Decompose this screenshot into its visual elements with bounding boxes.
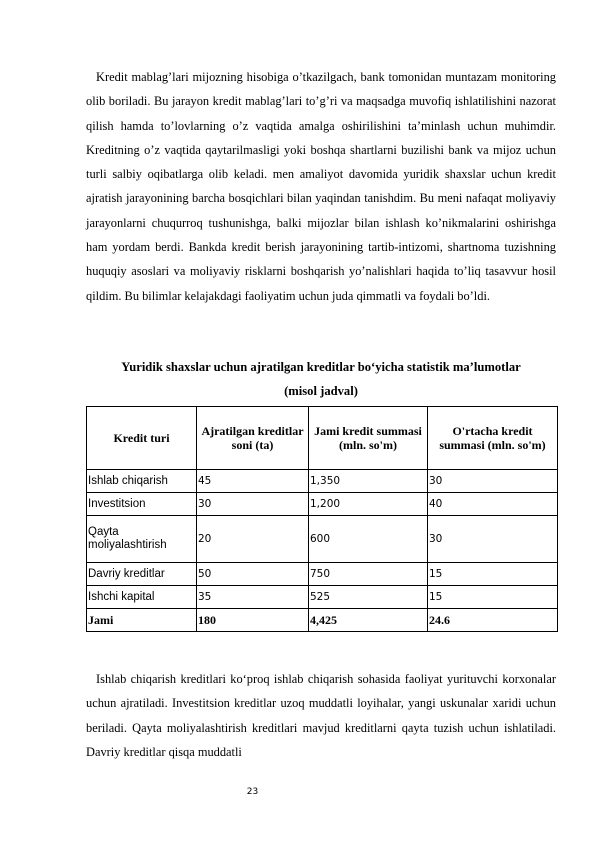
cell-credit-type: Qayta moliyalashtirish — [87, 516, 197, 563]
table-total-row — [87, 609, 558, 632]
cell-count: 45 — [197, 470, 309, 493]
cell-credit-type: Ishlab chiqarish — [87, 470, 197, 493]
cell-count: 50 — [197, 563, 309, 586]
cell-credit-type: Davriy kreditlar — [87, 563, 197, 586]
table-caption-title-line: Yuridik shaxslar uchun ajratilgan kreditlar bo‘yicha statistik ma’lumotlar — [121, 360, 521, 374]
cell-average-sum: 30 — [428, 470, 558, 493]
table-row — [87, 470, 558, 493]
cell-count: 30 — [197, 493, 309, 516]
table-row — [87, 563, 558, 586]
cell-credit-type: Investitsion — [87, 493, 197, 516]
total-count: 180 — [197, 609, 309, 632]
table-header-row — [87, 407, 558, 470]
cell-credit-type: Ishchi kapital — [87, 586, 197, 609]
table-row — [87, 586, 558, 609]
body-paragraph-1: Kredit mablag’lari mijozning hisobiga o’tkazilgach, bank tomonidan muntazam monitoring olib boriladi. Bu jarayon kredit mablag’lari to’g’ri va maqsadga muvofiq ishlatilishini nazorat qilish hamda to’lovlarning o’z vaqtida amalga oshirilishini ta’minlash uchun muhimdir. Kreditning o’z vaqtida qaytarilmasligi yoki boshqa shartlarni buzilishi bank va mijoz uchun turli salbiy oqibatlarga olib keladi. men amaliyot davomida yuridik shaxslar uchun kredit ajratish jarayonining barcha bosqichlari bilan yaqindan tanishdim. Bu meni nafaqat moliyaviy jarayonlarni chuqurroq tushunishga, balki mijozlar bilan ishlash ko’nikmalarini oshirishga ham yordam berdi. Bankda kredit berish jarayonining tartib-intizomi, shartnoma tuzishning huquqiy asoslari va moliyaviy risklarni boshqarish yo’nalishlari haqida to’liq tasavvur hosil qildim. Bu bilimlar kelajakdagi faoliyatim uchun juda qimmatli va foydali bo’ldi. — [86, 70, 556, 303]
cell-total-sum: 750 — [309, 563, 428, 586]
cell-total-sum: 525 — [309, 586, 428, 609]
total-average: 24.6 — [428, 609, 558, 632]
total-label: Jami — [87, 609, 197, 632]
cell-average-sum: 30 — [428, 516, 558, 563]
cell-total-sum: 600 — [309, 516, 428, 563]
cell-total-sum: 1,350 — [309, 470, 428, 493]
header-total-sum: Jami kredit summasi (mln. so'm) — [309, 407, 428, 470]
cell-average-sum: 40 — [428, 493, 558, 516]
header-count: Ajratilgan kreditlar soni (ta) — [197, 407, 309, 470]
table-caption-subtitle: (misol jadval) — [284, 384, 358, 398]
cell-count: 35 — [197, 586, 309, 609]
cell-total-sum: 1,200 — [309, 493, 428, 516]
total-sum: 4,425 — [309, 609, 428, 632]
cell-count: 20 — [197, 516, 309, 563]
body-paragraph-2: Ishlab chiqarish kreditlari ko‘proq ishlab chiqarish sohasida faoliyat yurituvchi korxonalar uchun ajratiladi. Investitsion kreditlar uzoq muddatli loyihalar, yangi uskunalar xaridi uchun beriladi. Qayta moliyalashtirish kreditlari mavjud kreditlarni qayta tuzish uchun ishlatiladi. Davriy kreditlar qisqa muddatli — [86, 672, 556, 759]
header-average-sum: O'rtacha kredit summasi (mln. so'm) — [428, 407, 558, 470]
table-row — [87, 516, 558, 563]
page-number: 23 — [246, 787, 259, 797]
cell-average-sum: 15 — [428, 586, 558, 609]
table-row — [87, 493, 558, 516]
cell-average-sum: 15 — [428, 563, 558, 586]
credit-statistics-table — [86, 406, 558, 632]
table-caption-block — [86, 355, 556, 403]
header-credit-type: Kredit turi — [87, 407, 197, 470]
